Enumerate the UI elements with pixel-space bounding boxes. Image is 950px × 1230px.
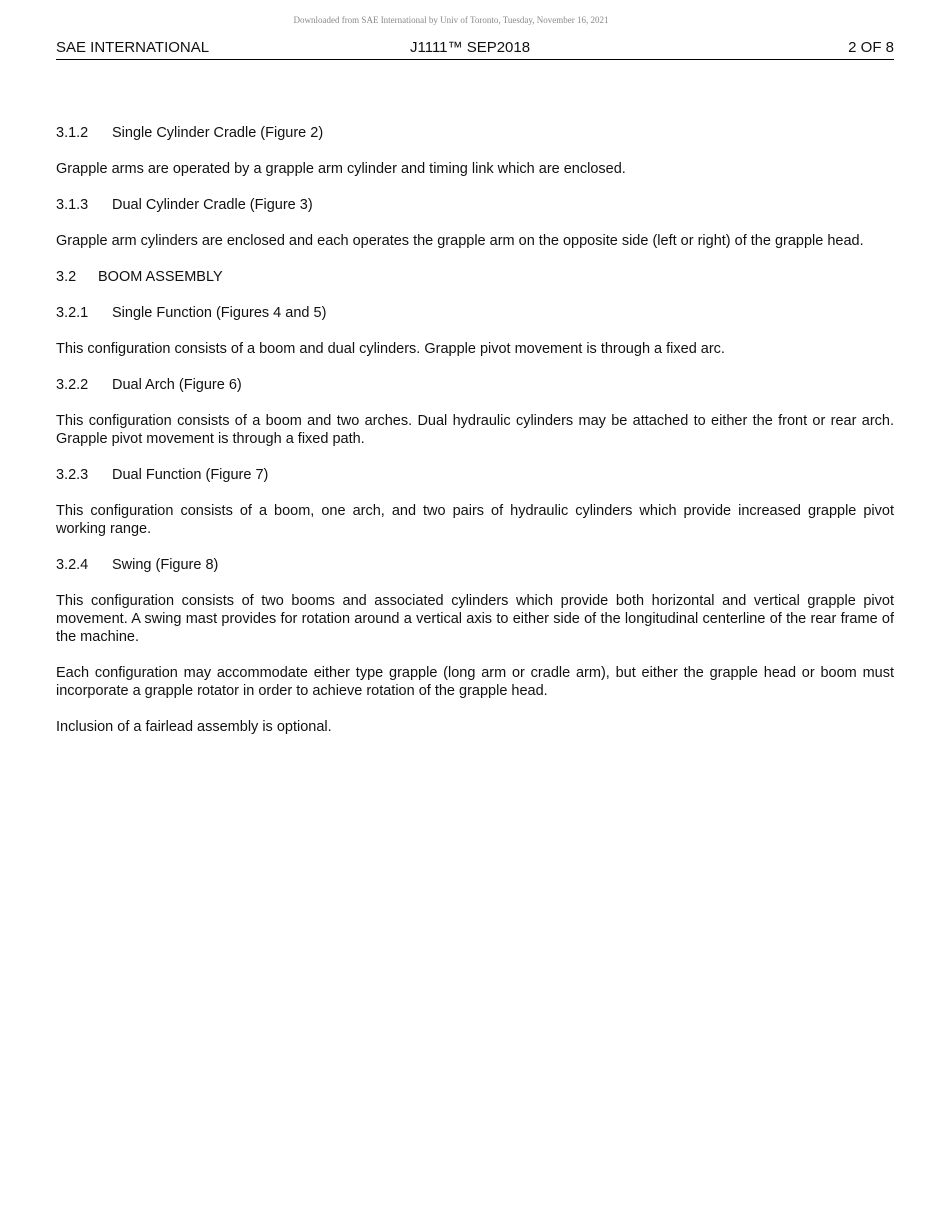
header-document-id: J1111™ SEP2018 xyxy=(410,39,531,56)
paragraph: Inclusion of a fairlead assembly is optional. xyxy=(56,719,332,735)
paragraph: This configuration consists of two booms and associated cylinders which provide both horizontal and vertical grapple pivot movement. A swing mast provides for rotation around a vertical axis to either side of the longitudinal centerline of the rear frame of the machine. xyxy=(56,593,894,645)
section-heading-3-2-1 xyxy=(56,304,894,322)
section-title: Dual Function (Figure 7) xyxy=(112,467,269,483)
paragraph: This configuration consists of a boom and dual cylinders. Grapple pivot movement is through a fixed arc. xyxy=(56,341,725,357)
section-heading-3-2 xyxy=(56,268,894,286)
section-title: Single Function (Figures 4 and 5) xyxy=(112,305,327,321)
section-title: Single Cylinder Cradle (Figure 2) xyxy=(112,125,324,141)
section-number: 3.2.1 xyxy=(56,305,89,321)
section-number: 3.2.4 xyxy=(56,557,89,573)
download-watermark: Downloaded from SAE International by Univ of Toronto, Tuesday, November 16, 2021 xyxy=(293,15,609,25)
header-organization: SAE INTERNATIONAL xyxy=(56,39,210,56)
section-heading-3-2-2 xyxy=(56,376,894,394)
paragraph: This configuration consists of a boom, one arch, and two pairs of hydraulic cylinders which provide increased grapple pivot working range. xyxy=(56,503,894,537)
section-title: BOOM ASSEMBLY xyxy=(98,269,223,285)
paragraph: Grapple arms are operated by a grapple arm cylinder and timing link which are enclosed. xyxy=(56,161,626,177)
section-title: Swing (Figure 8) xyxy=(112,557,219,573)
section-title: Dual Cylinder Cradle (Figure 3) xyxy=(112,197,313,213)
section-number: 3.1.3 xyxy=(56,197,89,213)
section-heading-3-1-3 xyxy=(56,196,894,214)
header-page-number: 2 OF 8 xyxy=(848,39,894,56)
section-heading-3-1-2 xyxy=(56,124,894,142)
section-number: 3.2.3 xyxy=(56,467,89,483)
section-number: 3.2.2 xyxy=(56,377,89,393)
paragraph: Each configuration may accommodate either type grapple (long arm or cradle arm), but either the grapple head or boom must incorporate a grapple rotator in order to achieve rotation of the grapple head. xyxy=(56,665,894,699)
section-heading-3-2-4 xyxy=(56,556,894,574)
paragraph: Grapple arm cylinders are enclosed and each operates the grapple arm on the opposite side (left or right) of the grapple head. xyxy=(56,233,864,249)
page-header xyxy=(56,39,894,60)
document-body xyxy=(56,124,894,754)
section-number: 3.1.2 xyxy=(56,125,89,141)
paragraph: This configuration consists of a boom and two arches. Dual hydraulic cylinders may be attached to either the front or rear arch. Grapple pivot movement is through a fixed path. xyxy=(56,413,894,447)
section-heading-3-2-3 xyxy=(56,466,894,484)
section-number: 3.2 xyxy=(56,269,77,285)
section-title: Dual Arch (Figure 6) xyxy=(112,377,242,393)
